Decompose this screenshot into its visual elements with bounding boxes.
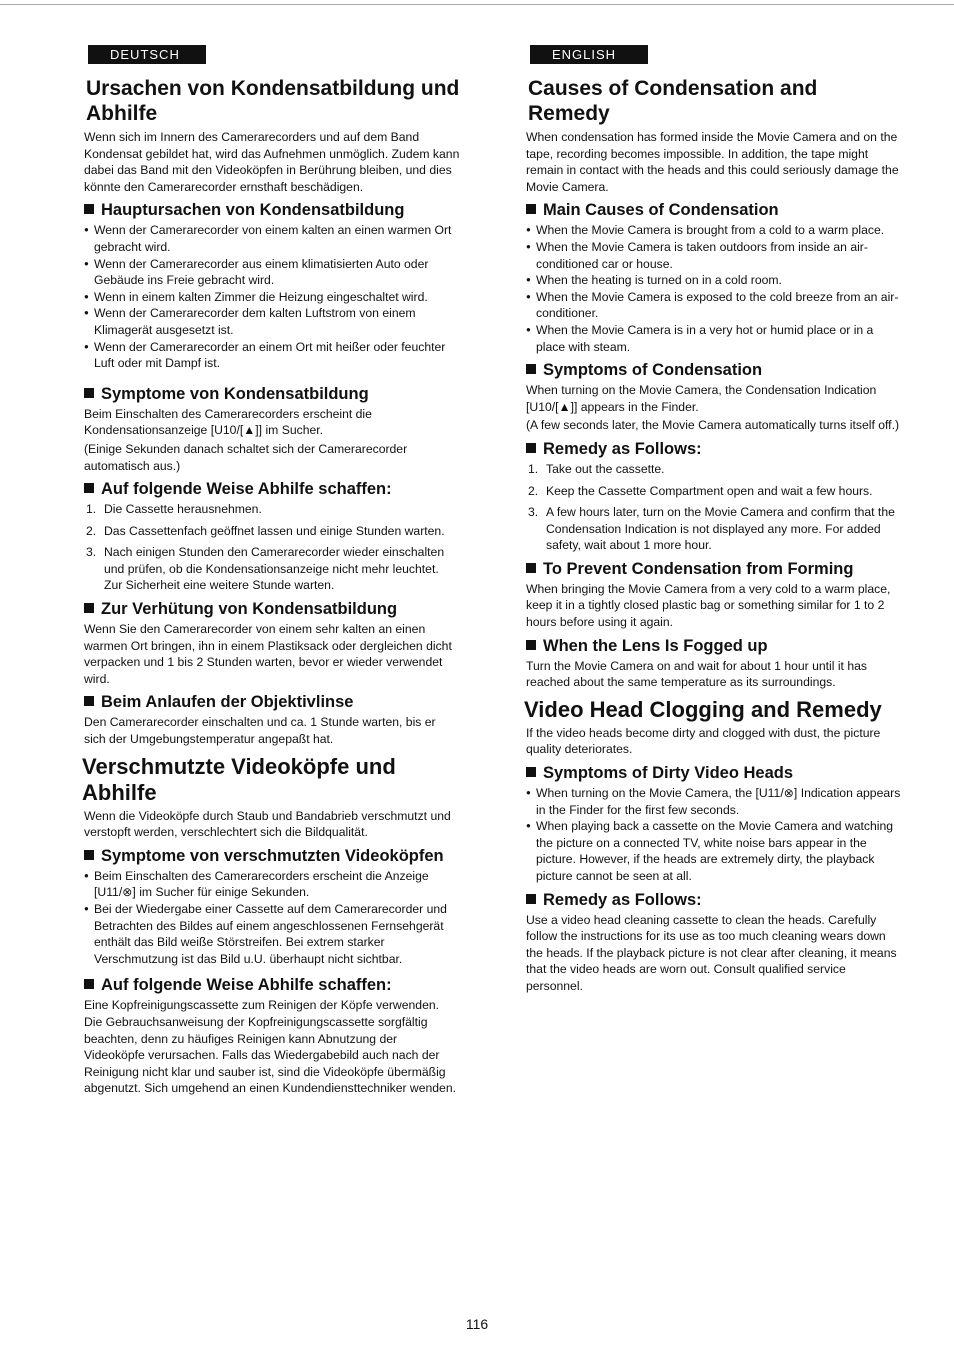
remedy-steps xyxy=(84,501,460,594)
heading-prevent xyxy=(84,599,460,620)
causes-list xyxy=(526,222,902,355)
heading-main-causes xyxy=(84,200,460,221)
heading-prevent xyxy=(526,559,902,580)
lens-text: Turn the Movie Camera on and wait for about 1 hour until it has reached about the same temperature as its surroundings. xyxy=(526,658,867,690)
causes-list xyxy=(84,222,460,371)
heading-dirty-heads xyxy=(526,763,902,784)
heading-dirty-heads xyxy=(84,846,460,867)
language-tab-deutsch: DEUTSCH xyxy=(88,45,206,64)
list-item: 2. Das Cassettenfach geöffnet lassen und einige Stunden warten. xyxy=(86,523,445,538)
heading-symptoms xyxy=(84,384,460,405)
heading-text: Zur Verhütung von Kondensatbildung xyxy=(101,600,398,619)
heading-text: Auf folgende Weise Abhilfe schaffen: xyxy=(101,480,392,499)
list-item: 1. Die Cassette herausnehmen. xyxy=(86,502,262,517)
heading-text: Auf folgende Weise Abhilfe schaffen: xyxy=(101,976,392,995)
list-item: ● When the Movie Camera is in a very hot or humid place or in a place with steam. xyxy=(526,322,902,355)
prevent-text: Wenn Sie den Camerarecorder von einem sehr kalten an einen warmen Ort bringen, ihn in einem Plastiksack oder dergleichen dicht verpacken und 1 bis 2 Stunden warten, bevor er wieder verwendet wird. xyxy=(84,622,452,686)
square-bullet-icon xyxy=(526,204,536,214)
heading-main-causes xyxy=(526,200,902,221)
intro-paragraph-2: If the video heads become dirty and clogged with dust, the picture quality deteriorates. xyxy=(526,725,881,757)
heading-text: Remedy as Follows: xyxy=(543,439,702,458)
list-item: ● Beim Einschalten des Camerarecorders erscheint die Anzeige [U11/⊗] im Sucher für einige Sekunden. xyxy=(84,868,460,901)
heading-remedy xyxy=(526,439,902,460)
page-number: 116 xyxy=(465,1316,489,1332)
section-title-clogging: Verschmutzte Videoköpfe und Abhilfe xyxy=(82,753,396,805)
list-item: ● When turning on the Movie Camera, the [U11/⊗] Indication appears in the Finder for the first few seconds. xyxy=(526,785,902,818)
heading-text: Main Causes of Condensation xyxy=(543,201,779,220)
dirty-heads-list xyxy=(526,785,902,885)
square-bullet-icon xyxy=(526,894,536,904)
heading-text: To Prevent Condensation from Forming xyxy=(543,559,854,578)
heading-text: Hauptursachen von Kondensatbildung xyxy=(101,201,405,220)
top-rule xyxy=(0,4,954,5)
heading-text: Symptome von Kondensatbildung xyxy=(101,384,369,403)
heading-text: Beim Anlaufen der Objektivlinse xyxy=(101,693,354,712)
symptoms-note: (Einige Sekunden danach schaltet sich der Camerarecorder automatisch aus.) xyxy=(84,441,408,473)
column-deutsch xyxy=(82,45,460,1099)
heading-remedy xyxy=(84,479,460,500)
symptoms-note: (A few seconds later, the Movie Camera automatically turns itself off.) xyxy=(526,418,900,433)
prevent-text: When bringing the Movie Camera from a very cold to a warm place, keep it in a tightly closed plastic bag or something similar for 1 to 2 hours before using it again. xyxy=(526,581,891,630)
square-bullet-icon xyxy=(84,696,94,706)
list-item: 3. Nach einigen Stunden den Camerarecorder wieder einschalten und prüfen, ob die Kondensationsanzeige nicht mehr leuchtet. Zur Sicherheit eine weitere Stunde warten. xyxy=(86,545,445,593)
heading-text: Symptome von verschmutzten Videoköpfen xyxy=(101,846,444,865)
heading-text: Symptoms of Dirty Video Heads xyxy=(543,764,794,783)
intro-paragraph: When condensation has formed inside the Movie Camera and on the tape, recording becomes impossible. In addition, the tape might remain in contact with the heads and this could seriously damage the Movie Camera. xyxy=(526,130,899,194)
section-title-clogging: Video Head Clogging and Remedy xyxy=(524,696,882,722)
heading-lens-fogged xyxy=(526,636,902,657)
section-title-condensation: Ursachen von Kondensatbildung und Abhilfe xyxy=(86,77,460,125)
intro-paragraph: Wenn sich im Innern des Camerarecorders und auf dem Band Kondensat gebildet hat, wird das Aufnehmen unmöglich. Zudem kann dabei das Band mit den Videoköpfen in Berührung bleiben, und dies könnte den Camerarecorder ernsthaft beschädigen. xyxy=(84,130,460,194)
remedy-2-text: Use a video head cleaning cassette to clean the heads. Carefully follow the instructions for its use as too much cleaning wears down the heads. If the playback picture is not clear after cleaning, it means that the video heads are worn out. Consult qualified service personnel. xyxy=(526,912,897,993)
column-english xyxy=(524,45,902,997)
heading-remedy-2 xyxy=(84,975,460,996)
list-item: ● Bei der Wiedergabe einer Cassette auf dem Camerarecorder und Betrachten des Bildes auf einem angeschlossenen Fernsehgerät enthält das Bild weiße Störstreifen. Bei extrem starker Verschmutzung ist das Bild u.U. überhaupt nicht sichtbar. xyxy=(84,901,460,967)
list-item: ● When the heating is turned on in a cold room. xyxy=(526,272,902,289)
square-bullet-icon xyxy=(84,979,94,989)
list-item: 2. Keep the Cassette Compartment open and wait a few hours. xyxy=(528,483,873,498)
list-item: ● Wenn der Camerarecorder an einem Ort mit heißer oder feuchter Luft oder mit Dampf ist. xyxy=(84,339,460,372)
dirty-heads-list xyxy=(84,868,460,968)
lens-text: Den Camerarecorder einschalten und ca. 1 Stunde warten, bis er sich der Umgebungstemperatur angepaßt hat. xyxy=(84,715,436,747)
heading-text: Symptoms of Condensation xyxy=(543,361,763,380)
intro-paragraph-2: Wenn die Videoköpfe durch Staub und Bandabrieb verschmutzt und verstopft werden, verschlechtert sich die Bildqualität. xyxy=(84,808,451,840)
symptoms-text: Beim Einschalten des Camerarecorders erscheint die Kondensationsanzeige [U10/[▲]] im Sucher. xyxy=(84,406,372,438)
remedy-steps xyxy=(526,461,902,554)
square-bullet-icon xyxy=(526,443,536,453)
list-item: ● Wenn in einem kalten Zimmer die Heizung eingeschaltet wird. xyxy=(84,289,460,306)
list-item: 1. Take out the cassette. xyxy=(528,461,665,476)
square-bullet-icon xyxy=(84,850,94,860)
symptoms-text: When turning on the Movie Camera, the Condensation Indication [U10/[▲]] appears in the Finder. xyxy=(526,383,877,414)
square-bullet-icon xyxy=(84,483,94,493)
square-bullet-icon xyxy=(84,388,94,398)
heading-text: When the Lens Is Fogged up xyxy=(543,636,768,655)
heading-symptoms xyxy=(526,360,902,381)
section-title-condensation: Causes of Condensation and Remedy xyxy=(528,77,818,125)
list-item: 3. A few hours later, turn on the Movie Camera and confirm that the Condensation Indication is not displayed any more. For added safety, wait about 1 more hour. xyxy=(528,505,895,553)
list-item: ● When playing back a cassette on the Movie Camera and watching the picture on a connected TV, white noise bars appear in the picture. However, if the heads are extremely dirty, the playback picture cannot be seen at all. xyxy=(526,818,902,884)
square-bullet-icon xyxy=(84,204,94,214)
heading-remedy-2 xyxy=(526,890,902,911)
heading-text: Remedy as Follows: xyxy=(543,890,702,909)
square-bullet-icon xyxy=(526,767,536,777)
square-bullet-icon xyxy=(84,603,94,613)
list-item: ● Wenn der Camerarecorder dem kalten Luftstrom von einem Klimagerät ausgesetzt ist. xyxy=(84,305,460,338)
square-bullet-icon xyxy=(526,563,536,573)
language-tab-english: ENGLISH xyxy=(530,45,648,64)
list-item: ● When the Movie Camera is taken outdoors from inside an air-conditioned car or house. xyxy=(526,239,902,272)
list-item: ● When the Movie Camera is exposed to the cold breeze from an air-conditioner. xyxy=(526,289,902,322)
list-item: ● Wenn der Camerarecorder aus einem klimatisierten Auto oder Gebäude ins Freie gebracht wird. xyxy=(84,256,460,289)
remedy-2-text: Eine Kopfreinigungscassette zum Reinigen der Köpfe verwenden. Die Gebrauchsanweisung der Kopfreinigungscassette sorgfältig beachten, denn zu häufiges Reinigen kann Abnutzung der Videoköpfe verursachen. Falls das Wiedergabebild auch nach der Reinigung nicht klar und sauber ist, sind die Videoköpfe übermäßig abgenutzt. Sich umgehend an einen Kundendiensttechniker wenden. xyxy=(84,998,456,1096)
list-item: ● When the Movie Camera is brought from a cold to a warm place. xyxy=(526,222,902,239)
heading-lens-fogged xyxy=(84,692,460,713)
list-item: ● Wenn der Camerarecorder von einem kalten an einen warmen Ort gebracht wird. xyxy=(84,222,460,255)
square-bullet-icon xyxy=(526,640,536,650)
square-bullet-icon xyxy=(526,364,536,374)
